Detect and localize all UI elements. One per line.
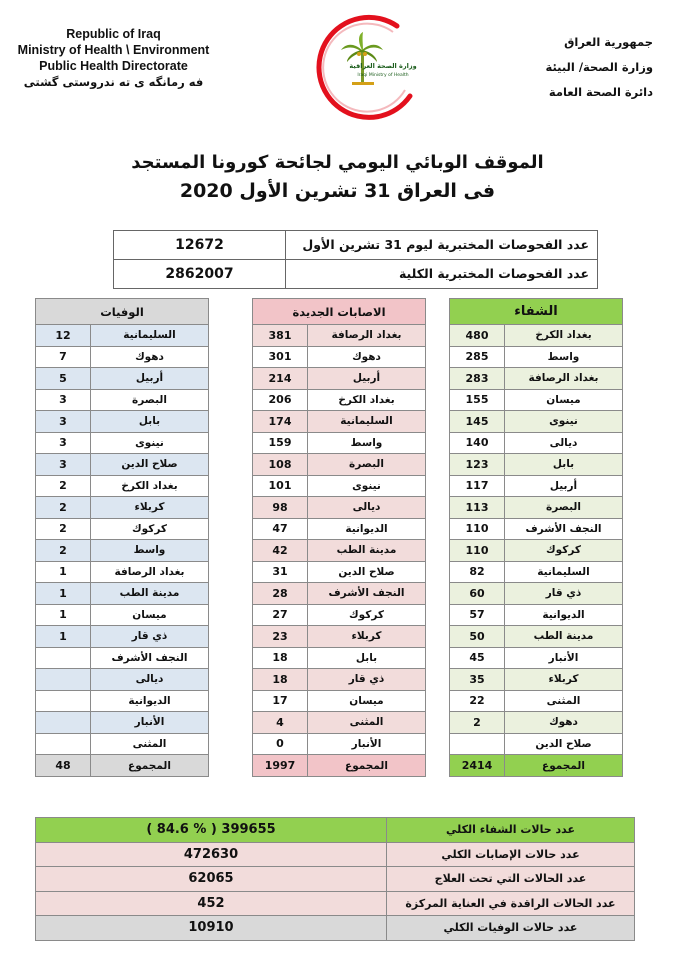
cases-governorate-name: أربيل [308,368,426,390]
summary-row [36,916,635,941]
deaths-governorate-name: واسط [91,540,209,562]
deaths-governorate-name: الأنبار [91,712,209,734]
cases-count: 174 [253,411,308,433]
deaths-count: 3 [36,454,91,476]
cases-governorate-name: واسط [308,432,426,454]
total-tests-label: عدد الفحوصات المختبرية الكلية [285,260,597,288]
cases-count: 301 [253,346,308,368]
deaths-total-label: المجموع [91,755,209,777]
deaths-count [36,669,91,691]
deaths-count: 2 [36,475,91,497]
recoveries-row [450,368,623,390]
cases-count: 31 [253,561,308,583]
summary-value: 62065 [36,867,387,892]
summary-value: 452 [36,891,387,916]
cases-row [253,389,426,411]
cases-governorate-name: المثنى [308,712,426,734]
recoveries-count: 35 [450,669,505,691]
cases-row [253,540,426,562]
cases-total-label: المجموع [308,755,426,777]
summary-row [36,891,635,916]
recoveries-count: 145 [450,411,505,433]
deaths-governorate-name: البصرة [91,389,209,411]
recoveries-row [450,411,623,433]
deaths-row [36,561,209,583]
deaths-count: 12 [36,325,91,347]
cases-governorate-name: دهوك [308,346,426,368]
cases-row [253,669,426,691]
deaths-row [36,432,209,454]
cases-row [253,411,426,433]
deaths-row [36,669,209,691]
cases-row [253,497,426,519]
recoveries-row [450,389,623,411]
deaths-row [36,475,209,497]
deaths-count: 2 [36,497,91,519]
recoveries-count: 110 [450,540,505,562]
deaths-governorate-name: أربيل [91,368,209,390]
deaths-count [36,712,91,734]
recoveries-row [450,733,623,755]
deaths-governorate-name: ميسان [91,604,209,626]
header-en-line-2: Ministry of Health \ Environment [17,43,210,57]
total-tests-row [114,260,597,288]
deaths-governorate-name: السليمانية [91,325,209,347]
deaths-governorate-name: الديوانية [91,690,209,712]
arabic-header [513,30,653,105]
cases-count: 108 [253,454,308,476]
recoveries-count: 117 [450,475,505,497]
deaths-count: 7 [36,346,91,368]
header-ar-line-1: جمهورية العراق [564,35,653,49]
deaths-row [36,690,209,712]
recoveries-governorate-name: البصرة [505,497,623,519]
recoveries-governorate-name: ميسان [505,389,623,411]
recoveries-count: 110 [450,518,505,540]
cases-count: 159 [253,432,308,454]
deaths-row [36,389,209,411]
deaths-governorate-name: المثنى [91,733,209,755]
deaths-count: 1 [36,583,91,605]
cases-governorate-name: كركوك [308,604,426,626]
cases-row [253,583,426,605]
recoveries-row [450,647,623,669]
deaths-total-value: 48 [36,755,91,777]
cases-count: 42 [253,540,308,562]
recoveries-count: 140 [450,432,505,454]
recoveries-table [449,298,623,777]
summary-label: عدد حالات الشفاء الكلي [387,818,635,843]
recoveries-count: 57 [450,604,505,626]
recoveries-count: 60 [450,583,505,605]
cases-total-row [253,755,426,777]
deaths-governorate-name: صلاح الدين [91,454,209,476]
deaths-governorate-name: بغداد الرصافة [91,561,209,583]
cases-row [253,475,426,497]
deaths-count [36,690,91,712]
recoveries-row [450,690,623,712]
deaths-row [36,454,209,476]
new-cases-header: الاصابات الجديدة [253,299,426,325]
summary-label: عدد الحالات التي تحت العلاج [387,867,635,892]
recoveries-total-label: المجموع [505,755,623,777]
deaths-row [36,733,209,755]
deaths-governorate-name: بابل [91,411,209,433]
recoveries-count: 283 [450,368,505,390]
recoveries-row [450,432,623,454]
cases-row [253,690,426,712]
cases-governorate-name: السليمانية [308,411,426,433]
recoveries-row [450,475,623,497]
recoveries-count: 82 [450,561,505,583]
recoveries-row [450,346,623,368]
recoveries-governorate-name: مدينة الطب [505,626,623,648]
header-en-line-1: Republic of Iraq [66,27,161,41]
recoveries-governorate-name: أربيل [505,475,623,497]
recoveries-count [450,733,505,755]
cases-governorate-name: ذي قار [308,669,426,691]
recoveries-governorate-name: الأنبار [505,647,623,669]
recoveries-governorate-name: المثنى [505,690,623,712]
summary-row [36,842,635,867]
cases-row [253,454,426,476]
deaths-governorate-name: النجف الأشرف [91,647,209,669]
recoveries-governorate-name: واسط [505,346,623,368]
deaths-row [36,411,209,433]
deaths-row [36,583,209,605]
recoveries-governorate-name: كركوك [505,540,623,562]
summary-row [36,818,635,843]
recoveries-count: 2 [450,712,505,734]
cases-count: 0 [253,733,308,755]
cases-governorate-name: بغداد الرصافة [308,325,426,347]
recoveries-total-value: 2414 [450,755,505,777]
cases-governorate-name: كربلاء [308,626,426,648]
summary-row [36,867,635,892]
cases-count: 206 [253,389,308,411]
deaths-count: 3 [36,432,91,454]
deaths-count: 1 [36,561,91,583]
recoveries-governorate-name: ديالى [505,432,623,454]
deaths-row [36,604,209,626]
deaths-governorate-name: بغداد الكرخ [91,475,209,497]
cases-row [253,346,426,368]
cases-row [253,733,426,755]
daily-tests-row [114,231,597,260]
header-ar-line-2: وزارة الصحة/ البيئة [545,60,653,74]
deaths-total-row [36,755,209,777]
cases-count: 381 [253,325,308,347]
cases-count: 27 [253,604,308,626]
recoveries-row [450,497,623,519]
total-tests-value: 2862007 [165,266,234,282]
deaths-header: الوفيات [36,299,209,325]
cases-row [253,368,426,390]
cases-count: 23 [253,626,308,648]
deaths-count [36,733,91,755]
recoveries-row [450,325,623,347]
recoveries-count: 480 [450,325,505,347]
cases-count: 28 [253,583,308,605]
cases-count: 214 [253,368,308,390]
recoveries-governorate-name: ذي قار [505,583,623,605]
deaths-governorate-name: ذي قار [91,626,209,648]
recoveries-total-row [450,755,623,777]
recoveries-row [450,561,623,583]
logo-english-text: Iraqi Ministry of Health [357,73,409,78]
cases-count: 47 [253,518,308,540]
recoveries-count: 113 [450,497,505,519]
recoveries-governorate-name: صلاح الدين [505,733,623,755]
deaths-row [36,497,209,519]
deaths-row [36,346,209,368]
deaths-count: 3 [36,389,91,411]
recoveries-governorate-name: كربلاء [505,669,623,691]
cases-count: 18 [253,647,308,669]
cases-governorate-name: ديالى [308,497,426,519]
recoveries-count: 155 [450,389,505,411]
recoveries-governorate-name: بابل [505,454,623,476]
deaths-count: 3 [36,411,91,433]
cases-count: 17 [253,690,308,712]
deaths-row [36,626,209,648]
deaths-row [36,647,209,669]
deaths-governorate-name: مدينة الطب [91,583,209,605]
deaths-governorate-name: ديالى [91,669,209,691]
report-title-line-1: الموقف الوبائي اليومي لجائحة كورونا المستجد [131,152,544,173]
cases-governorate-name: بغداد الكرخ [308,389,426,411]
daily-tests-value: 12672 [175,237,224,253]
recoveries-governorate-name: بغداد الكرخ [505,325,623,347]
recoveries-count: 45 [450,647,505,669]
cases-row [253,432,426,454]
cases-governorate-name: النجف الأشرف [308,583,426,605]
recoveries-count: 123 [450,454,505,476]
recoveries-governorate-name: دهوك [505,712,623,734]
deaths-row [36,540,209,562]
cases-row [253,647,426,669]
cases-governorate-name: ميسان [308,690,426,712]
recoveries-count: 22 [450,690,505,712]
deaths-count: 1 [36,626,91,648]
new-cases-table [252,298,426,777]
deaths-count [36,647,91,669]
cases-count: 18 [253,669,308,691]
recoveries-row [450,583,623,605]
deaths-count: 1 [36,604,91,626]
summary-label: عدد حالات الوفيات الكلي [387,916,635,941]
logo-arabic-text: وزارة الصحة العراقية [349,62,417,70]
recoveries-governorate-name: النجف الأشرف [505,518,623,540]
recoveries-governorate-name: السليمانية [505,561,623,583]
cases-count: 98 [253,497,308,519]
deaths-governorate-name: كركوك [91,518,209,540]
cases-governorate-name: الأنبار [308,733,426,755]
cases-count: 101 [253,475,308,497]
cases-governorate-name: نينوى [308,475,426,497]
recoveries-header: الشفاء [450,299,623,325]
recoveries-count: 285 [450,346,505,368]
header-ar-line-3: دائرة الصحة العامة [548,85,653,99]
cases-row [253,626,426,648]
deaths-table [35,298,209,777]
cases-governorate-name: البصرة [308,454,426,476]
deaths-row [36,518,209,540]
cases-row [253,518,426,540]
recoveries-row [450,540,623,562]
recoveries-governorate-name: الديوانية [505,604,623,626]
deaths-count: 2 [36,540,91,562]
deaths-row [36,325,209,347]
cases-row [253,712,426,734]
summary-label: عدد حالات الإصابات الكلي [387,842,635,867]
deaths-count: 5 [36,368,91,390]
recoveries-row [450,604,623,626]
recoveries-governorate-name: بغداد الرصافة [505,368,623,390]
summary-value: 10910 [36,916,387,941]
recoveries-row [450,454,623,476]
recoveries-row [450,712,623,734]
deaths-row [36,712,209,734]
deaths-governorate-name: دهوك [91,346,209,368]
cases-row [253,604,426,626]
header-kurdish-line: فه رمانگه ی ته ندروستی گشتی [23,75,204,89]
cases-governorate-name: مدينة الطب [308,540,426,562]
summary-label: عدد الحالات الراقدة في العناية المركزة [387,891,635,916]
ministry-logo [305,12,427,120]
summary-table [35,817,635,941]
summary-value: ( 84.6 % ) 399655 [36,818,387,843]
cases-count: 4 [253,712,308,734]
deaths-row [36,368,209,390]
deaths-count: 2 [36,518,91,540]
cases-total-value: 1997 [253,755,308,777]
recoveries-row [450,669,623,691]
recoveries-row [450,626,623,648]
recoveries-governorate-name: نينوى [505,411,623,433]
cases-governorate-name: الديوانية [308,518,426,540]
tests-box [113,230,598,289]
deaths-governorate-name: كربلاء [91,497,209,519]
report-title-line-2: فى العراق 31 تشرين الأول 2020 [179,180,496,202]
header-en-line-3: Public Health Directorate [39,59,188,73]
cases-governorate-name: بابل [308,647,426,669]
recoveries-count: 50 [450,626,505,648]
deaths-governorate-name: نينوى [91,432,209,454]
daily-tests-label: عدد الفحوصات المختبرية ليوم 31 تشرين الأول [285,231,597,259]
summary-value: 472630 [36,842,387,867]
english-header [6,26,221,90]
cases-row [253,561,426,583]
recoveries-row [450,518,623,540]
cases-governorate-name: صلاح الدين [308,561,426,583]
cases-row [253,325,426,347]
